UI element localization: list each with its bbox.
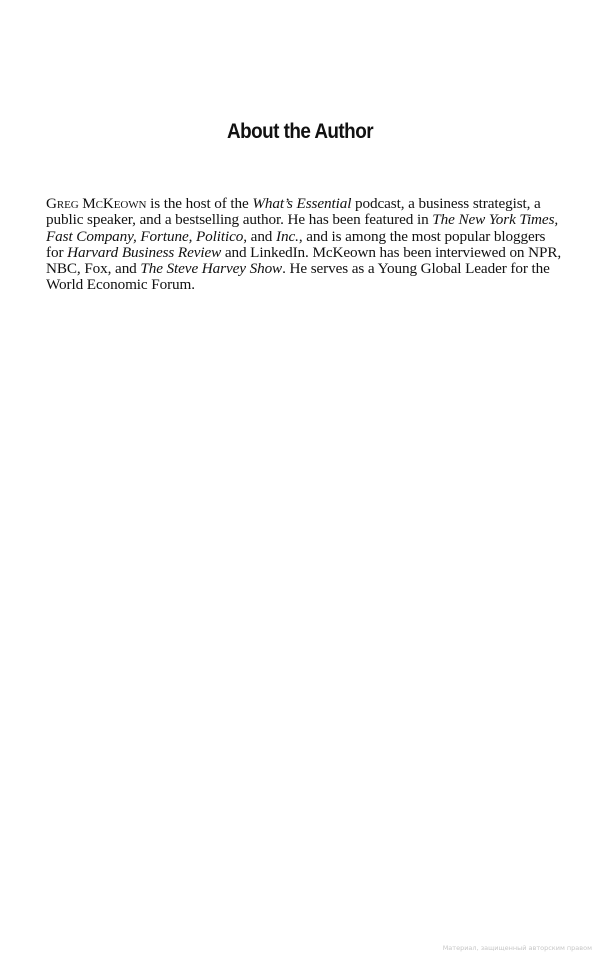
publication-hbr: Harvard Business Review bbox=[67, 243, 222, 261]
publication-inc: Inc. bbox=[276, 227, 299, 245]
bio-text-1: is the host of the bbox=[146, 195, 253, 212]
podcast-title: What’s Essential bbox=[252, 195, 352, 212]
bio-text-5: and LinkedIn. McKeown has been interviewed on NPR, NBC, Fox, and bbox=[46, 243, 562, 278]
bio-text-4: , and is among the most popular bloggers for bbox=[46, 227, 546, 261]
publications-list: The New York Times, Fast Company, Fortune, Politico bbox=[46, 211, 559, 245]
bio-text-3: , and bbox=[243, 227, 277, 245]
bio-text-2: podcast, a business strategist, a public speaker, and a bestselling author. He has been featured in bbox=[46, 195, 541, 229]
show-title: The Steve Harvey Show bbox=[140, 260, 283, 278]
copyright-watermark: Материал, защищенный авторским правом bbox=[442, 944, 592, 952]
author-bio-paragraph bbox=[46, 196, 562, 294]
bio-text-6: . He serves as a Young Global Leader for the World Economic Forum. bbox=[46, 260, 550, 294]
page-title: About the Author bbox=[226, 120, 374, 143]
author-name: Greg McKeown bbox=[46, 195, 147, 212]
